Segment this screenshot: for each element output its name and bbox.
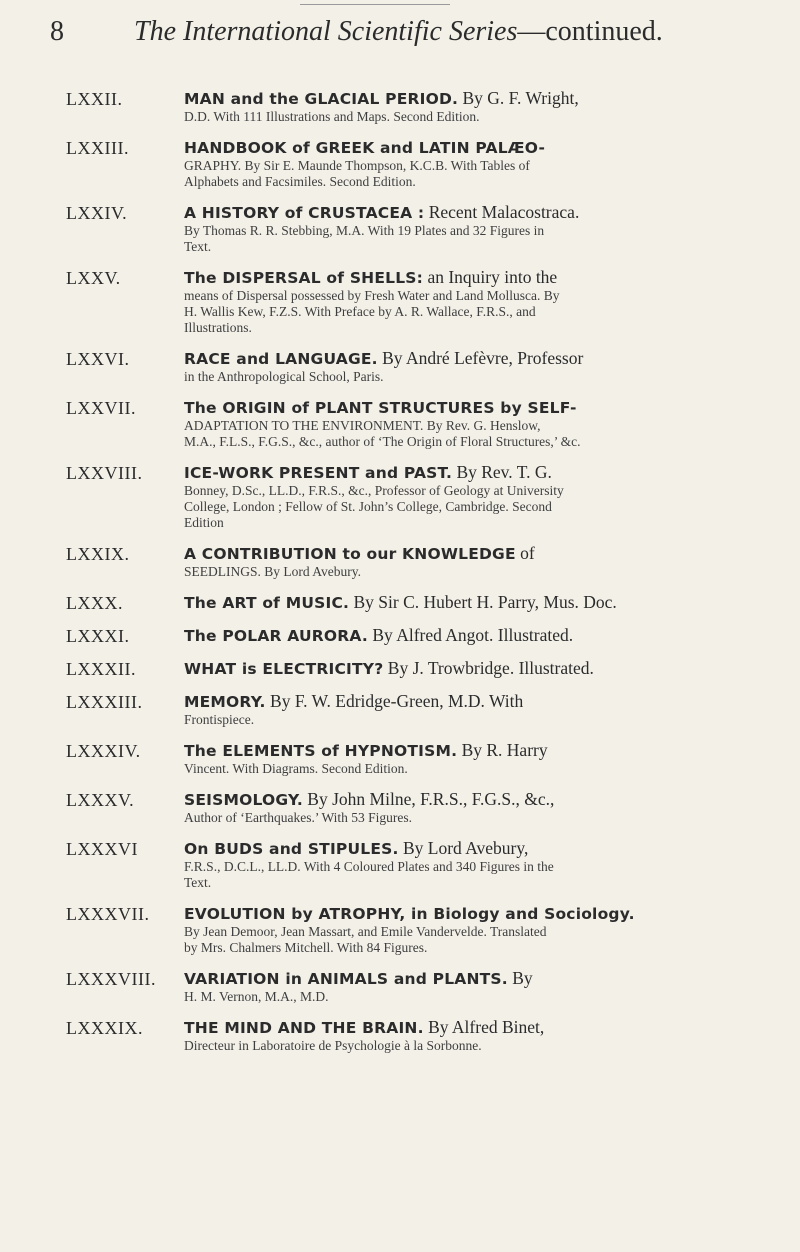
series-entry — [0, 267, 800, 336]
entry-number: LXXVII. — [66, 398, 136, 418]
series-entry — [0, 88, 800, 125]
entry-author-line: By G. F. Wright, — [458, 88, 579, 108]
entry-detail-line: Frontispiece. — [184, 712, 255, 727]
entry-detail-line: By Jean Demoor, Jean Massart, and Emile Vandervelde. Translated — [184, 924, 547, 939]
running-title — [134, 16, 663, 48]
entry-main-line — [184, 691, 764, 712]
series-entry — [0, 968, 800, 1005]
entry-number: LXXXVI — [66, 839, 138, 859]
entry-number: LXXXIV. — [66, 741, 141, 761]
entry-body — [184, 968, 764, 1005]
series-title: The International Scientific Series — [134, 16, 518, 47]
entry-detail-line: SEEDLINGS. By Lord Avebury. — [184, 564, 361, 579]
entry-detail-line: Text. — [184, 875, 212, 890]
entry-title: MEMORY. — [184, 693, 266, 711]
entry-main-line — [184, 267, 764, 288]
entry-body — [184, 267, 764, 336]
series-title-suffix: —continued. — [517, 16, 663, 47]
entry-detail-line: Vincent. With Diagrams. Second Edition. — [184, 761, 408, 776]
entry-detail-line: Alphabets and Facsimiles. Second Edition. — [184, 174, 416, 189]
entry-body — [184, 658, 764, 679]
entry-main-line — [184, 625, 764, 646]
entry-main-line — [184, 838, 764, 859]
series-entry — [0, 789, 800, 826]
entry-number: LXXXII. — [66, 659, 136, 679]
entry-author-line: Recent Malacostraca. — [424, 202, 580, 222]
entry-number: LXXXVIII. — [66, 969, 156, 989]
entry-title: The ELEMENTS of HYPNOTISM. — [184, 742, 458, 760]
entry-title: The ORIGIN of PLANT STRUCTURES by SELF- — [184, 399, 577, 417]
entry-detail-line: Illustrations. — [184, 320, 252, 335]
entry-main-line — [184, 903, 764, 924]
series-entry — [0, 348, 800, 385]
entry-main-line — [184, 88, 764, 109]
entry-detail-line: means of Dispersal possessed by Fresh Water and Land Mollusca. By — [184, 288, 560, 303]
series-entry — [0, 740, 800, 777]
entry-number: LXXX. — [66, 593, 123, 613]
entry-number: LXXVIII. — [66, 463, 143, 483]
entry-title: On BUDS and STIPULES. — [184, 840, 399, 858]
entry-title: WHAT is ELECTRICITY? — [184, 660, 384, 678]
entry-detail-line: ADAPTATION TO THE ENVIRONMENT. By Rev. G. Henslow, — [184, 418, 541, 433]
entry-detail-line: By Thomas R. R. Stebbing, M.A. With 19 Plates and 32 Figures in — [184, 223, 545, 238]
entry-body — [184, 740, 764, 777]
entry-body — [184, 838, 764, 891]
series-entry — [0, 691, 800, 728]
entry-main-line — [184, 348, 764, 369]
entry-main-line — [184, 137, 764, 158]
entry-detail-line: by Mrs. Chalmers Mitchell. With 84 Figures. — [184, 940, 428, 955]
entry-body — [184, 88, 764, 125]
entry-author-line: By Lord Avebury, — [398, 838, 529, 858]
entry-title: VARIATION in ANIMALS and PLANTS. — [184, 970, 508, 988]
series-entry — [0, 838, 800, 891]
entry-detail-line: in the Anthropological School, Paris. — [184, 369, 384, 384]
entry-body — [184, 348, 764, 385]
entry-body — [184, 543, 764, 580]
entry-body — [184, 903, 764, 956]
entry-author-line: By — [507, 968, 533, 988]
series-entry — [0, 397, 800, 450]
series-entry — [0, 462, 800, 531]
entry-detail-line: F.R.S., D.C.L., LL.D. With 4 Coloured Plates and 340 Figures in the — [184, 859, 554, 874]
entry-body — [184, 397, 764, 450]
entry-main-line — [184, 462, 764, 483]
entry-author-line: By F. W. Edridge-Green, M.D. With — [265, 691, 524, 711]
series-entry — [0, 1017, 800, 1054]
entry-number: LXXV. — [66, 268, 121, 288]
series-entry — [0, 625, 800, 646]
entry-body — [184, 592, 764, 613]
series-entry — [0, 658, 800, 679]
entry-body — [184, 202, 764, 255]
running-header — [50, 16, 770, 56]
entry-title: A CONTRIBUTION to our KNOWLEDGE — [184, 545, 516, 563]
entry-detail-line: H. M. Vernon, M.A., M.D. — [184, 989, 329, 1004]
entry-number: LXXVI. — [66, 349, 130, 369]
entry-body — [184, 691, 764, 728]
page-number: 8 — [50, 16, 64, 47]
entry-title: THE MIND AND THE BRAIN. — [184, 1019, 424, 1037]
entry-title: The ART of MUSIC. — [184, 594, 350, 612]
entry-detail-line: College, London ; Fellow of St. John’s College, Cambridge. Second — [184, 499, 552, 514]
series-entry — [0, 903, 800, 956]
entry-title: The POLAR AURORA. — [184, 627, 368, 645]
entry-author-line: of — [515, 543, 535, 563]
entry-detail-line: Author of ‘Earthquakes.’ With 53 Figures. — [184, 810, 413, 825]
entry-author-line: an Inquiry into the — [423, 267, 558, 287]
entry-number: LXXXVII. — [66, 904, 150, 924]
entry-number: LXXXV. — [66, 790, 135, 810]
entry-title: RACE and LANGUAGE. — [184, 350, 378, 368]
entry-body — [184, 137, 764, 190]
entry-title: SEISMOLOGY. — [184, 791, 303, 809]
entry-title: EVOLUTION by ATROPHY, in Biology and Sociology. — [184, 905, 635, 923]
entry-body — [184, 625, 764, 646]
entry-title: A HISTORY of CRUSTACEA : — [184, 204, 425, 222]
entry-detail-line: Text. — [184, 239, 212, 254]
entry-detail-line: GRAPHY. By Sir E. Maunde Thompson, K.C.B. With Tables of — [184, 158, 530, 173]
entry-main-line — [184, 789, 764, 810]
series-list — [0, 88, 800, 1066]
entry-detail-line: Directeur in Laboratoire de Psychologie à la Sorbonne. — [184, 1038, 482, 1053]
entry-main-line — [184, 543, 764, 564]
entry-body — [184, 1017, 764, 1054]
entry-body — [184, 789, 764, 826]
entry-author-line: By Alfred Angot. Illustrated. — [367, 625, 574, 645]
entry-author-line: By André Lefèvre, Professor — [377, 348, 584, 368]
entry-main-line — [184, 202, 764, 223]
entry-author-line: By R. Harry — [457, 740, 548, 760]
entry-author-line: By Rev. T. G. — [452, 462, 552, 482]
entry-title: HANDBOOK of GREEK and LATIN PALÆO- — [184, 139, 546, 157]
entry-number: LXXII. — [66, 89, 123, 109]
entry-number: LXXXIII. — [66, 692, 143, 712]
entry-main-line — [184, 397, 764, 418]
entry-number: LXXXI. — [66, 626, 130, 646]
entry-main-line — [184, 740, 764, 761]
entry-main-line — [184, 592, 764, 613]
entry-detail-line: Edition — [184, 515, 224, 530]
series-entry — [0, 592, 800, 613]
entry-title: The DISPERSAL of SHELLS: — [184, 269, 424, 287]
entry-number: LXXIII. — [66, 138, 129, 158]
entry-author-line: By John Milne, F.R.S., F.G.S., &c., — [302, 789, 555, 809]
entry-number: LXXIV. — [66, 203, 128, 223]
entry-author-line: By Alfred Binet, — [423, 1017, 545, 1037]
entry-body — [184, 462, 764, 531]
entry-main-line — [184, 658, 764, 679]
entry-author-line: By J. Trowbridge. Illustrated. — [383, 658, 594, 678]
entry-detail-line: H. Wallis Kew, F.Z.S. With Preface by A. R. Wallace, F.R.S., and — [184, 304, 536, 319]
entry-number: LXXXIX. — [66, 1018, 143, 1038]
entry-detail-line: Bonney, D.Sc., LL.D., F.R.S., &c., Professor of Geology at University — [184, 483, 564, 498]
entry-main-line — [184, 1017, 764, 1038]
entry-main-line — [184, 968, 764, 989]
entry-detail-line: D.D. With 111 Illustrations and Maps. Second Edition. — [184, 109, 480, 124]
entry-author-line: By Sir C. Hubert H. Parry, Mus. Doc. — [349, 592, 617, 612]
series-entry — [0, 202, 800, 255]
entry-number: LXXIX. — [66, 544, 130, 564]
series-entry — [0, 543, 800, 580]
top-edge-rule — [300, 4, 450, 5]
entry-detail-line: M.A., F.L.S., F.G.S., &c., author of ‘The Origin of Floral Structures,’ &c. — [184, 434, 581, 449]
series-entry — [0, 137, 800, 190]
entry-title: MAN and the GLACIAL PERIOD. — [184, 90, 459, 108]
entry-title: ICE-WORK PRESENT and PAST. — [184, 464, 453, 482]
